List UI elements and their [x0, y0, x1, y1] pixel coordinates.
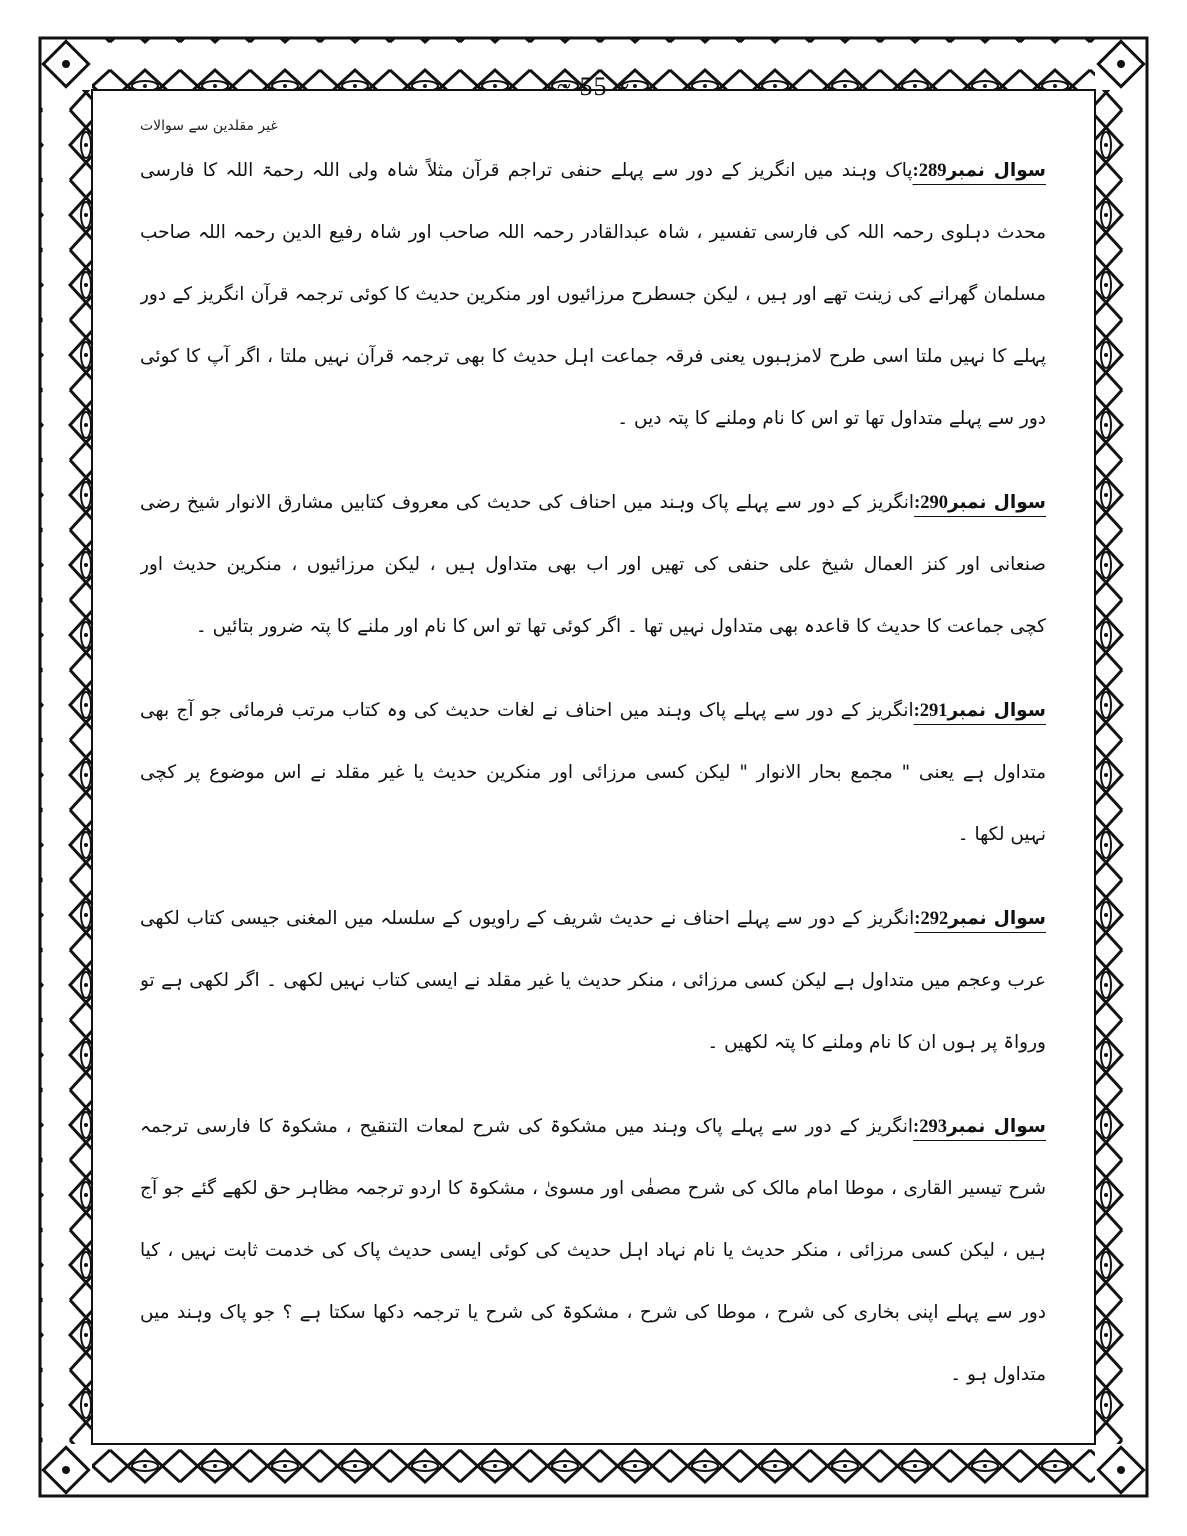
text-line: پہلے کا نہیں ملتا اسی طرح لامزہبوں یعنی فرقہ جماعت اہل حدیث کا بھی ترجمہ قرآن نہیں ملتا ، اگر آپ کا کوئی: [140, 346, 1046, 367]
text-line: ہیں ، لیکن کسی مرزائی ، منکر حدیث یا نام نہاد اہل حدیث کی کوئی ایسی حدیث پاک کی خدمت ثابت نہیں ، کیا: [140, 1240, 1046, 1261]
text-line: سوال نمبر291:انگریز کے دور سے پہلے پاک وہند میں احناف نے لغات حدیث کی وہ کتاب مرتب فرمائی جو آج بھی: [140, 700, 1046, 721]
question-292: [140, 888, 1046, 1074]
question-label: سوال نمبر289:: [912, 160, 1046, 181]
text-line: دور سے پہلے متداول تھا تو اس کا نام وملنے کا پتہ دیں ۔: [617, 408, 1046, 429]
page-body: [140, 140, 1046, 1428]
text-line: سوال نمبر290:انگریز کے دور سے پہلے پاک وہند میں احناف کی حدیث کی معروف کتابیں مشارق الانوار شیخ رضی: [140, 492, 1046, 513]
question-290: [140, 472, 1046, 658]
text-line: شرح تیسیر القاری ، موطا امام مالک کی شرح مصفٰی اور مسویٰ ، مشکوۃ کا اردو ترجمہ مظاہر حق لکھے گئے جو آج: [140, 1178, 1046, 1199]
question-293: [140, 1096, 1046, 1406]
question-289: [140, 140, 1046, 450]
text-line: متداول ہے یعنی " مجمع بحار الانوار " لیکن کسی مرزائی اور منکرین حدیث یا غیر مقلد نے اس موضوع پر کچی: [140, 762, 1046, 783]
text-line: صنعانی اور کنز العمال شیخ علی حنفی کی تھیں اور اب بھی متداول ہیں ، لیکن مرزائیوں ، منکرین حدیث اور: [140, 554, 1046, 575]
text-line: مسلمان گھرانے کی زینت تھے اور ہیں ، لیکن جسطرح مرزائیوں اور منکرین حدیث کا کوئی ترجمہ قرآن انگریز کے دور: [140, 284, 1046, 305]
text-line: متداول ہو ۔: [950, 1364, 1046, 1385]
text-line: سوال نمبر289:پاک وہند میں انگریز کے دور سے پہلے حنفی تراجم قرآن مثلاً شاہ ولی اللہ رحمۃ اللہ کا فارسی: [140, 160, 1046, 181]
page-number: ~ 55 ~: [556, 72, 631, 101]
text-line: سوال نمبر292:انگریز کے دور سے پہلے احناف نے حدیث شریف کے راویوں کے سلسلہ میں المغنی جیسی کتاب لکھی: [140, 908, 1046, 929]
question-label: سوال نمبر293:: [913, 1116, 1046, 1137]
question-label: سوال نمبر290:: [914, 492, 1046, 513]
text-line: عرب وعجم میں متداول ہے لیکن کسی مرزائی ، منکر حدیث یا غیر مقلد نے ایسی کتاب نہیں لکھی ۔ اگر لکھی ہے تو: [140, 970, 1046, 991]
text-line: نہیں لکھا ۔: [957, 824, 1046, 845]
question-291: [140, 680, 1046, 866]
text-line: کچی جماعت کا حدیث کا قاعدہ بھی متداول نہیں تھا ۔ اگر کوئی تھا تو اس کا نام اور ملنے کا پتہ ضرور بتائیں ۔: [195, 616, 1046, 637]
text-line: دور سے پہلے اپنی بخاری کی شرح ، موطا کی شرح ، مشکوۃ کی شرح یا ترجمہ دکھا سکتا ہے ؟ جو پاک وہند میں: [140, 1302, 1046, 1323]
question-label: سوال نمبر292:: [914, 908, 1046, 929]
text-line: سوال نمبر293:انگریز کے دور سے پہلے پاک وہند میں مشکوۃ کی شرح لمعات التنقیح ، مشکوۃ کا فارسی ترجمہ: [140, 1116, 1046, 1137]
question-label: سوال نمبر291:: [913, 700, 1046, 721]
text-line: ورواۃ پر ہوں ان کا نام وملنے کا پتہ لکھیں ۔: [707, 1032, 1046, 1053]
running-title: غیر مقلدین سے سوالات: [140, 118, 278, 134]
text-line: محدث دہلوی رحمہ اللہ کی فارسی تفسیر ، شاہ عبدالقادر رحمہ اللہ صاحب اور شاہ رفیع الدین رحمہ اللہ صاحب: [140, 222, 1046, 243]
